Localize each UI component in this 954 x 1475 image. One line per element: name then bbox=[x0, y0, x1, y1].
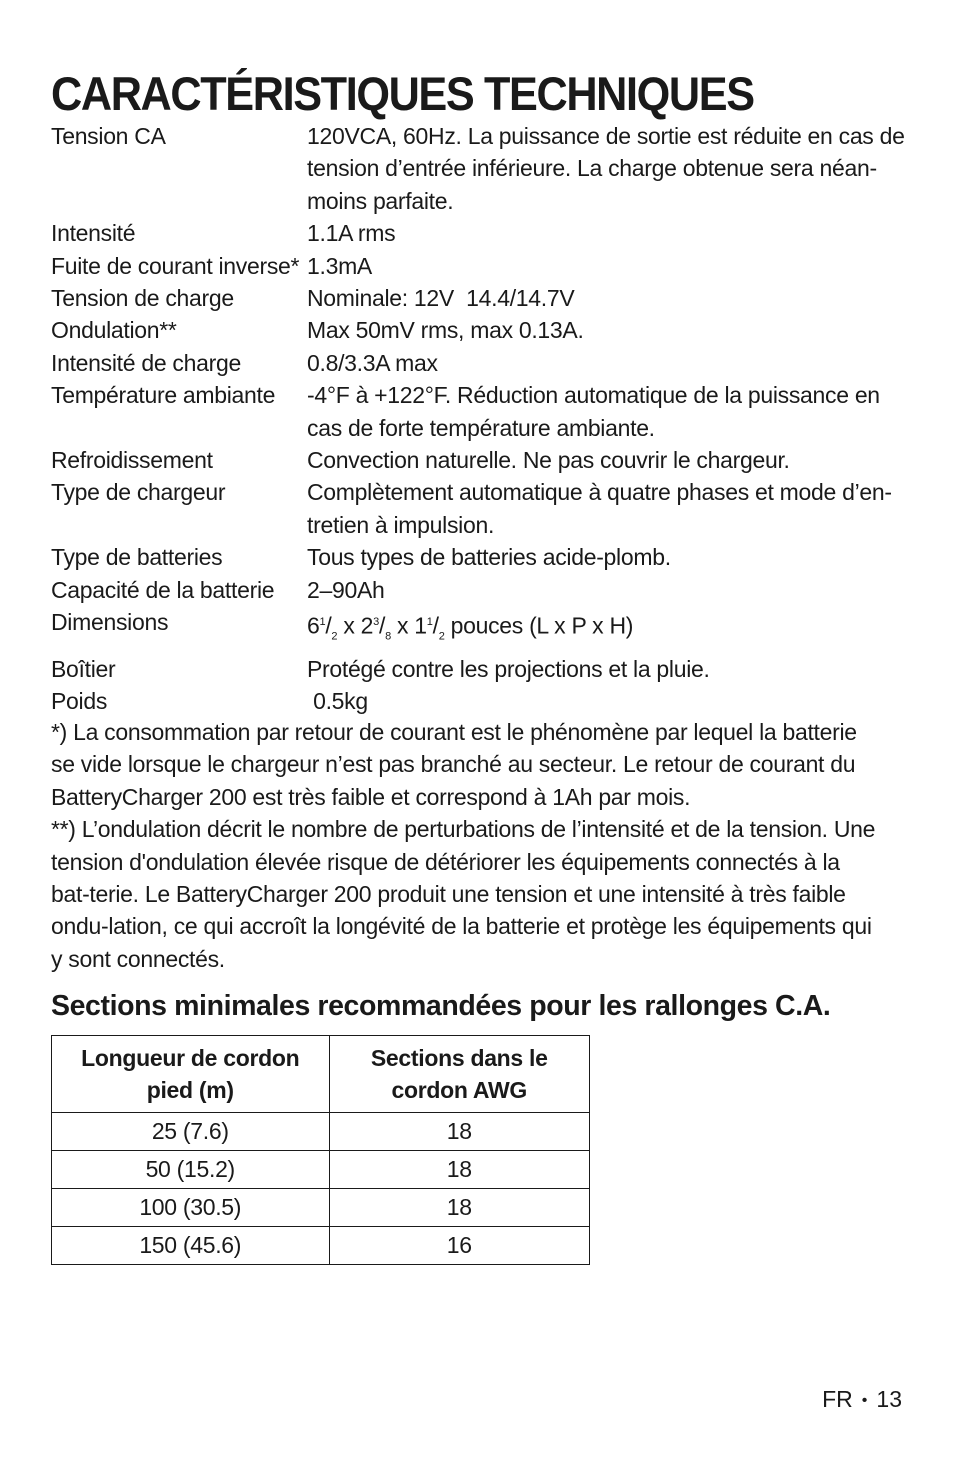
spec-value: -4°F à +122°F. Réduction automatique de la puissance en cas de forte température ambiante. bbox=[307, 382, 880, 441]
spec-label: Dimensions bbox=[51, 609, 169, 636]
column-header-text: Longueur de cordon pied (m) bbox=[81, 1045, 300, 1103]
spec-row bbox=[51, 541, 911, 573]
dimensions-value: $6^1/_2$ x $2^3/_8$ x $1^1/_2$ pouces (L x P x H) bbox=[307, 612, 634, 643]
spec-label: Intensité bbox=[51, 220, 136, 247]
spec-value: 1.3mA bbox=[307, 252, 372, 279]
table-cell-length: 100 (30.5) bbox=[52, 1189, 330, 1227]
dimension-whole: 6 bbox=[307, 612, 320, 639]
spec-row bbox=[51, 653, 911, 685]
spec-label: Capacité de la batterie bbox=[51, 576, 275, 603]
spec-row bbox=[51, 314, 911, 346]
dimension-whole: 1 bbox=[414, 612, 427, 639]
spec-row bbox=[51, 476, 911, 541]
spec-value: Nominale: 12V 14.4/14.7V bbox=[307, 285, 575, 312]
spec-row bbox=[51, 606, 911, 653]
spec-label: Intensité de charge bbox=[51, 349, 241, 376]
dimension-whole: 2 bbox=[360, 612, 374, 639]
dimension-separator: x bbox=[337, 612, 361, 639]
spec-value: Tous types de batteries acide-plomb. bbox=[307, 544, 671, 571]
spec-value: Complètement automatique à quatre phases et mode d’en-tretien à impulsion. bbox=[307, 479, 892, 538]
spec-row bbox=[51, 347, 911, 379]
footnote-ripple: **) L’ondulation décrit le nombre de perturbations de l’intensité et de la tension. Une tension d'ondulation élevée risque de détériorer les équipements connectés à la bat-terie. Le BatteryCharger 200 produit une tension et une intensité à très faible ondu-lation, ce qui accroît la longévité de la batterie et protège les équipements qui y sont connectés. bbox=[51, 816, 876, 972]
spec-row bbox=[51, 120, 911, 217]
spec-row bbox=[51, 685, 911, 717]
footnotes bbox=[51, 716, 881, 975]
table-cell-gauge: 18 bbox=[329, 1189, 590, 1227]
spec-label: Poids bbox=[51, 688, 108, 715]
spec-row bbox=[51, 444, 911, 476]
table-row bbox=[52, 1151, 590, 1189]
spec-value: 0.5kg bbox=[307, 688, 368, 715]
fraction-denominator: 8 bbox=[385, 630, 391, 643]
page-footer bbox=[822, 1386, 902, 1413]
fraction-numerator: 1 bbox=[426, 616, 433, 629]
table-row bbox=[52, 1189, 590, 1227]
spec-value: 120VCA, 60Hz. La puissance de sortie est réduite en cas de tension d’entrée inférieure. La charge obtenue sera néan-moins parfaite. bbox=[307, 123, 905, 214]
page-title: CARACTÉRISTIQUES TECHNIQUES bbox=[51, 67, 754, 120]
table-cell-gauge: 16 bbox=[329, 1227, 590, 1265]
spec-value: 0.8/3.3A max bbox=[307, 349, 438, 376]
language-code: FR bbox=[822, 1386, 853, 1412]
spec-label: Type de batteries bbox=[51, 544, 223, 571]
section-heading: Sections minimales recommandées pour les rallonges C.A. bbox=[51, 990, 831, 1022]
spec-label: Température ambiante bbox=[51, 382, 276, 409]
footnote-reverse-current: *) La consommation par retour de courant est le phénomène par lequel la batterie se vide lorsque le chargeur n’est pas branché au secteur. Le retour de courant du BatteryCharger 200 est très faible et correspond à 1Ah par mois. bbox=[51, 719, 857, 810]
spec-row bbox=[51, 574, 911, 606]
fraction-denominator: 2 bbox=[331, 630, 338, 643]
dimension-suffix: pouces (L x P x H) bbox=[444, 612, 634, 639]
fraction-numerator: 3 bbox=[373, 616, 379, 629]
dimension-separator: x bbox=[390, 612, 415, 639]
spec-value: 2–90Ah bbox=[307, 576, 385, 603]
bullet-separator: • bbox=[861, 1392, 868, 1409]
fraction-numerator: 1 bbox=[319, 616, 326, 629]
spec-value: 1.1A rms bbox=[307, 220, 396, 247]
spec-label: Type de chargeur bbox=[51, 479, 226, 506]
table-cell-gauge: 18 bbox=[329, 1113, 590, 1151]
table-header-row bbox=[52, 1036, 590, 1113]
table-row bbox=[52, 1227, 590, 1265]
column-header-text: Sections dans le cordon AWG bbox=[370, 1045, 548, 1103]
column-header-length bbox=[52, 1036, 330, 1113]
table-row bbox=[52, 1113, 590, 1151]
extension-cord-table bbox=[51, 1035, 590, 1265]
spec-label: Ondulation** bbox=[51, 317, 177, 344]
spec-label: Fuite de courant inverse* bbox=[51, 252, 300, 279]
table-cell-gauge: 18 bbox=[329, 1151, 590, 1189]
spec-label: Tension CA bbox=[51, 123, 166, 149]
spec-value: Protégé contre les projections et la pluie. bbox=[307, 655, 710, 682]
specifications-list bbox=[51, 120, 911, 718]
spec-label: Tension de charge bbox=[51, 285, 234, 312]
fraction-denominator: 2 bbox=[438, 630, 445, 643]
spec-row bbox=[51, 282, 911, 314]
spec-label: Boîtier bbox=[51, 655, 116, 682]
column-header-gauge bbox=[329, 1036, 590, 1113]
table-cell-length: 25 (7.6) bbox=[52, 1113, 330, 1151]
spec-value: Max 50mV rms, max 0.13A. bbox=[307, 317, 584, 344]
spec-value: Convection naturelle. Ne pas couvrir le chargeur. bbox=[307, 447, 790, 474]
spec-row bbox=[51, 379, 911, 444]
page-number: 13 bbox=[876, 1386, 902, 1412]
spec-label: Refroidissement bbox=[51, 447, 213, 474]
table-cell-length: 150 (45.6) bbox=[52, 1227, 330, 1265]
spec-row bbox=[51, 250, 911, 282]
spec-row bbox=[51, 217, 911, 249]
table-cell-length: 50 (15.2) bbox=[52, 1151, 330, 1189]
